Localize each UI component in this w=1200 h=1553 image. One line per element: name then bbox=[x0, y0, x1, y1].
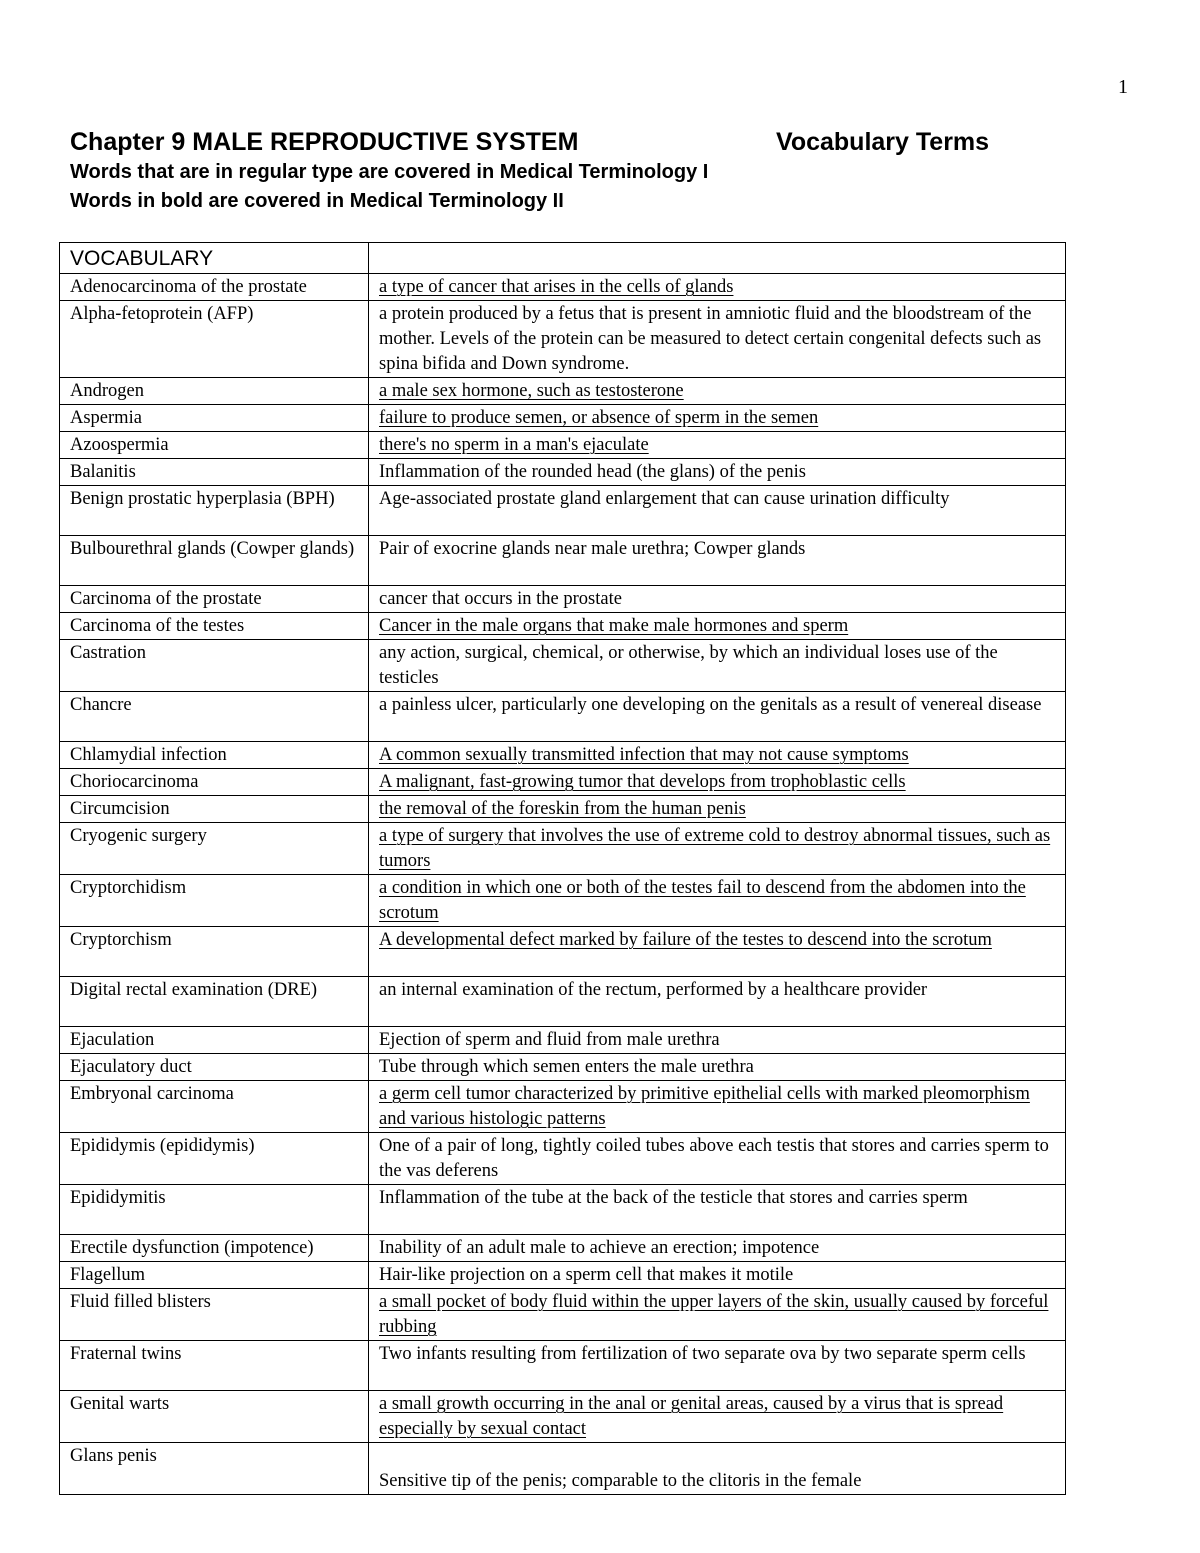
term: Genital warts bbox=[60, 1391, 369, 1443]
term: Erectile dysfunction (impotence) bbox=[60, 1235, 369, 1262]
definition-cell bbox=[369, 1262, 1066, 1289]
definition: A malignant, fast-growing tumor that develops from trophoblastic cells bbox=[379, 772, 906, 792]
definition: the removal of the foreskin from the human penis bbox=[379, 799, 746, 819]
definition-cell bbox=[369, 1027, 1066, 1054]
table-row bbox=[60, 769, 1066, 796]
term: Cryptorchidism bbox=[60, 875, 369, 927]
table-row bbox=[60, 1235, 1066, 1262]
definition-cell bbox=[369, 1443, 1066, 1495]
term: Chlamydial infection bbox=[60, 742, 369, 769]
table-row bbox=[60, 1443, 1066, 1495]
subtitle-regular-type: Words that are in regular type are covered in Medical Terminology I bbox=[70, 161, 709, 183]
table-row bbox=[60, 640, 1066, 692]
definition: Pair of exocrine glands near male urethra; Cowper glands bbox=[379, 539, 806, 559]
definition: a small pocket of body fluid within the upper layers of the skin, usually caused by forceful rubbing bbox=[379, 1292, 1049, 1337]
definition-cell bbox=[369, 274, 1066, 301]
table-row bbox=[60, 1054, 1066, 1081]
table-row bbox=[60, 613, 1066, 640]
definition: Hair-like projection on a sperm cell that makes it motile bbox=[379, 1265, 794, 1285]
table-row bbox=[60, 1185, 1066, 1235]
term: Carcinoma of the testes bbox=[60, 613, 369, 640]
definition: Cancer in the male organs that make male hormones and sperm bbox=[379, 616, 849, 636]
vocabulary-table bbox=[59, 242, 1066, 1495]
definition: Inflammation of the rounded head (the glans) of the penis bbox=[379, 462, 806, 482]
term: Benign prostatic hyperplasia (BPH) bbox=[60, 486, 369, 536]
term: Aspermia bbox=[60, 405, 369, 432]
table-row bbox=[60, 459, 1066, 486]
definition-cell bbox=[369, 977, 1066, 1027]
definition: a type of surgery that involves the use of extreme cold to destroy abnormal tissues, such as tumors bbox=[379, 826, 1051, 871]
table-row bbox=[60, 742, 1066, 769]
definition-cell bbox=[369, 875, 1066, 927]
definition-cell bbox=[369, 640, 1066, 692]
subtitle-bold-type: Words in bold are covered in Medical Terminology II bbox=[70, 190, 564, 212]
vocabulary-terms-title: Vocabulary Terms bbox=[776, 128, 990, 156]
document-header bbox=[70, 126, 1070, 216]
definition: a condition in which one or both of the testes fail to descend from the abdomen into the scrotum bbox=[379, 878, 1026, 923]
term: Digital rectal examination (DRE) bbox=[60, 977, 369, 1027]
table-row bbox=[60, 977, 1066, 1027]
definition-cell bbox=[369, 301, 1066, 378]
term: Flagellum bbox=[60, 1262, 369, 1289]
definition: failure to produce semen, or absence of sperm in the semen bbox=[379, 408, 819, 428]
term: Ejaculatory duct bbox=[60, 1054, 369, 1081]
definition-cell bbox=[369, 405, 1066, 432]
definition: any action, surgical, chemical, or otherwise, by which an individual loses use of the testicles bbox=[379, 643, 998, 688]
definition-cell bbox=[369, 692, 1066, 742]
term: Androgen bbox=[60, 378, 369, 405]
definition-cell bbox=[369, 459, 1066, 486]
definition-cell bbox=[369, 1054, 1066, 1081]
table-row bbox=[60, 1289, 1066, 1341]
definition-cell bbox=[369, 378, 1066, 405]
definition-cell bbox=[369, 927, 1066, 977]
term: Azoospermia bbox=[60, 432, 369, 459]
table-row bbox=[60, 796, 1066, 823]
table-row bbox=[60, 875, 1066, 927]
term: Glans penis bbox=[60, 1443, 369, 1495]
definition: Inflammation of the tube at the back of the testicle that stores and carries sperm bbox=[379, 1188, 968, 1208]
definition: A common sexually transmitted infection that may not cause symptoms bbox=[379, 745, 909, 765]
term: Castration bbox=[60, 640, 369, 692]
definition: Two infants resulting from fertilization of two separate ova by two separate sperm cells bbox=[379, 1344, 1026, 1364]
term: Bulbourethral glands (Cowper glands) bbox=[60, 536, 369, 586]
definition: a small growth occurring in the anal or genital areas, caused by a virus that is spread especially by sexual contact bbox=[379, 1394, 1004, 1439]
definition: a type of cancer that arises in the cells of glands bbox=[379, 277, 734, 297]
table-row bbox=[60, 1262, 1066, 1289]
table-row bbox=[60, 1341, 1066, 1391]
table-row bbox=[60, 405, 1066, 432]
definition: Age-associated prostate gland enlargement that can cause urination difficulty bbox=[379, 489, 950, 509]
definition: Inability of an adult male to achieve an erection; impotence bbox=[379, 1238, 820, 1258]
table-row bbox=[60, 432, 1066, 459]
chapter-title: Chapter 9 MALE REPRODUCTIVE SYSTEM bbox=[70, 128, 579, 156]
column-header-blank bbox=[369, 243, 1066, 274]
definition-cell bbox=[369, 586, 1066, 613]
term: Circumcision bbox=[60, 796, 369, 823]
term: Epididymis (epididymis) bbox=[60, 1133, 369, 1185]
term: Chancre bbox=[60, 692, 369, 742]
term: Alpha-fetoprotein (AFP) bbox=[60, 301, 369, 378]
term: Balanitis bbox=[60, 459, 369, 486]
term: Fraternal twins bbox=[60, 1341, 369, 1391]
definition: a male sex hormone, such as testosterone bbox=[379, 381, 684, 401]
term: Ejaculation bbox=[60, 1027, 369, 1054]
table-row bbox=[60, 301, 1066, 378]
table-header-row bbox=[60, 243, 1066, 274]
table-row bbox=[60, 1027, 1066, 1054]
column-header: VOCABULARY bbox=[60, 243, 369, 274]
term: Cryogenic surgery bbox=[60, 823, 369, 875]
definition: cancer that occurs in the prostate bbox=[379, 589, 622, 609]
definition-cell bbox=[369, 613, 1066, 640]
table-row bbox=[60, 1133, 1066, 1185]
table-row bbox=[60, 378, 1066, 405]
page-number: 1 bbox=[1118, 76, 1128, 98]
table-row bbox=[60, 536, 1066, 586]
definition-cell bbox=[369, 1081, 1066, 1133]
table-row bbox=[60, 823, 1066, 875]
term: Cryptorchism bbox=[60, 927, 369, 977]
definition-cell bbox=[369, 1341, 1066, 1391]
table-row bbox=[60, 1391, 1066, 1443]
definition: a painless ulcer, particularly one developing on the genitals as a result of venereal disease bbox=[379, 695, 1042, 715]
term: Epididymitis bbox=[60, 1185, 369, 1235]
table-row bbox=[60, 586, 1066, 613]
definition: Tube through which semen enters the male urethra bbox=[379, 1057, 754, 1077]
definition-cell bbox=[369, 1235, 1066, 1262]
definition-cell bbox=[369, 742, 1066, 769]
definition: Ejection of sperm and fluid from male urethra bbox=[379, 1030, 720, 1050]
definition: an internal examination of the rectum, performed by a healthcare provider bbox=[379, 980, 928, 1000]
definition: A developmental defect marked by failure of the testes to descend into the scrotum bbox=[379, 930, 992, 950]
definition-cell bbox=[369, 1391, 1066, 1443]
table-row bbox=[60, 274, 1066, 301]
definition-cell bbox=[369, 486, 1066, 536]
definition-cell bbox=[369, 796, 1066, 823]
table-row bbox=[60, 486, 1066, 536]
definition-cell bbox=[369, 432, 1066, 459]
table-row bbox=[60, 1081, 1066, 1133]
definition: there's no sperm in a man's ejaculate bbox=[379, 435, 649, 455]
definition: a germ cell tumor characterized by primitive epithelial cells with marked pleomorphism and various histologic patterns bbox=[379, 1084, 1030, 1129]
definition: a protein produced by a fetus that is present in amniotic fluid and the bloodstream of the mother. Levels of the protein can be measured to detect certain congenital defects such as spina bifida and Down syndrome. bbox=[379, 304, 1042, 374]
table-row bbox=[60, 927, 1066, 977]
definition-cell bbox=[369, 1185, 1066, 1235]
definition-cell bbox=[369, 536, 1066, 586]
term: Embryonal carcinoma bbox=[60, 1081, 369, 1133]
definition: Sensitive tip of the penis; comparable to the clitoris in the female bbox=[379, 1471, 862, 1491]
definition-cell bbox=[369, 823, 1066, 875]
definition-cell bbox=[369, 769, 1066, 796]
definition-cell bbox=[369, 1289, 1066, 1341]
term: Adenocarcinoma of the prostate bbox=[60, 274, 369, 301]
term: Choriocarcinoma bbox=[60, 769, 369, 796]
title-line bbox=[70, 126, 1070, 158]
definition: One of a pair of long, tightly coiled tubes above each testis that stores and carries sperm to the vas deferens bbox=[379, 1136, 1049, 1181]
term: Fluid filled blisters bbox=[60, 1289, 369, 1341]
term: Carcinoma of the prostate bbox=[60, 586, 369, 613]
table-row bbox=[60, 692, 1066, 742]
definition-cell bbox=[369, 1133, 1066, 1185]
